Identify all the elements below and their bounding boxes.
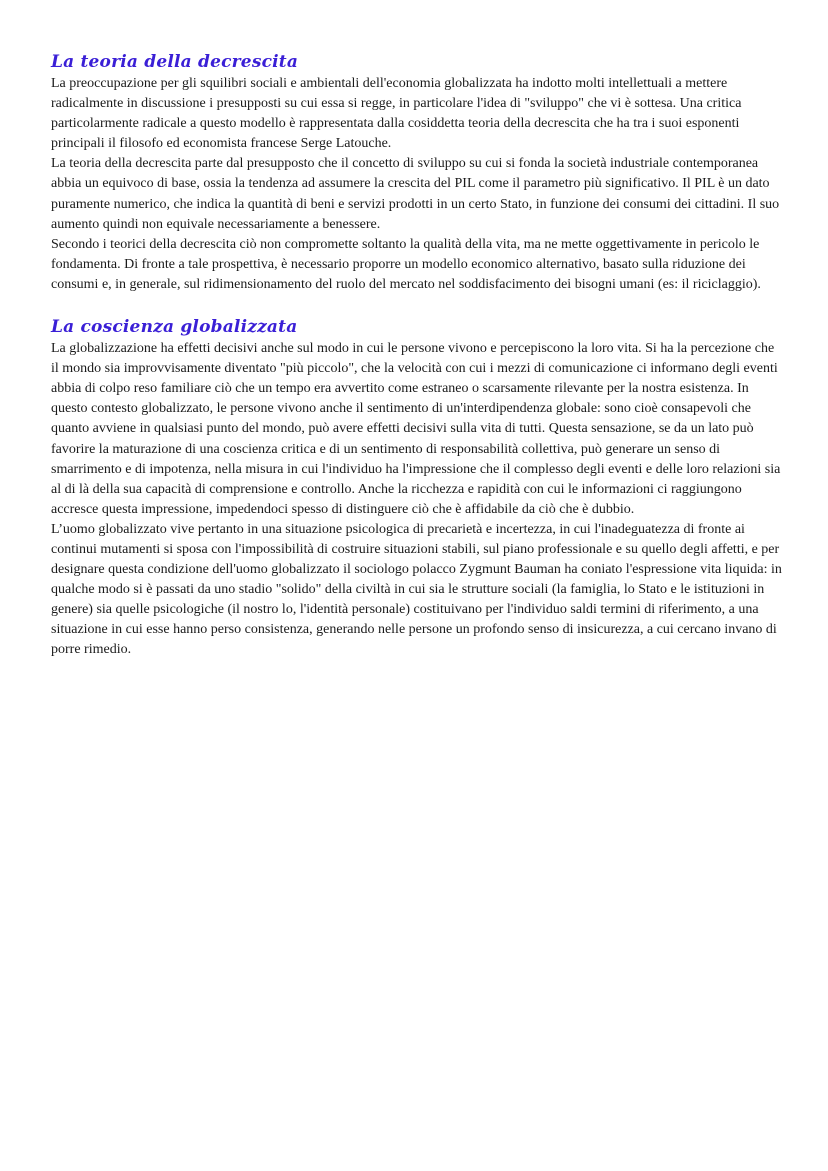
document-page bbox=[51, 50, 783, 661]
section-title: La coscienza globalizzata bbox=[51, 317, 298, 338]
section-coscienza bbox=[51, 315, 783, 661]
paragraph: L’uomo globalizzato vive pertanto in una situazione psicologica di precarietà e incertezza, in cui l'inadeguatezza di fronte ai continui mutamenti si sposa con l'impossibilità di costruire situazioni stabili, sul piano professionale e su quello degli affetti, e per designare questa condizione dell'uomo globalizzato il sociologo polacco Zygmunt Bauman ha coniato l'espressione vita liquida: in qualche modo si è passati da uno stadio "solido" della civiltà in cui sia le strutture sociali (la famiglia, lo Stato e le istituzioni in genere) sia quelle psicologiche (il nostro lo, l'identità personale) costituivano per l'individuo saldi termini di riferimento, a una situazione in cui esse hanno perso consistenza, generando nelle persone un profondo senso di insicurezza, a cui cercano invano di porre rimedio. bbox=[51, 521, 782, 658]
paragraph: La teoria della decrescita parte dal presupposto che il concetto di sviluppo su cui si fonda la società industriale contemporanea abbia un equivoco di base, ossia la tendenza ad assumere la crescita del PIL come il parametro più significativo. Il PIL è un dato puramente numerico, che indica la quantità di beni e servizi prodotti in un certo Stato, in funzione dei consumi dei cittadini. Il suo aumento quindi non equivale necessariamente a benessere. bbox=[51, 156, 780, 232]
section-spacer bbox=[51, 295, 783, 315]
section-title: La teoria della decrescita bbox=[51, 52, 299, 72]
section-decrescita bbox=[51, 50, 783, 295]
paragraph: Secondo i teorici della decrescita ciò non compromette soltanto la qualità della vita, ma ne mette oggettivamente in pericolo le fondamenta. Di fronte a tale prospettiva, è necessario proporre un modello economico alternativo, basato sulla riduzione dei consumi e, in generale, sul ridimensionamento del ruolo del mercato nel soddisfacimento dei bisogni umani (es: il riciclaggio). bbox=[51, 236, 761, 292]
paragraph: La preoccupazione per gli squilibri sociali e ambientali dell'economia globalizzata ha indotto molti intellettuali a mettere radicalmente in discussione i presupposti su cui essa si regge, in particolare l'idea di "sviluppo" che vi è sottesa. Una critica particolarmente radicale a questo modello è rappresentata dalla cosiddetta teoria della decrescita che ha tra i suoi esponenti principali il filosofo ed economista francese Serge Latouche. bbox=[51, 76, 742, 152]
paragraph: La globalizzazione ha effetti decisivi anche sul modo in cui le persone vivono e percepiscono la loro vita. Si ha la percezione che il mondo sia improvvisamente diventato "più piccolo", che la velocità con cui i mezzi di comunicazione ci informano degli eventi abbia di colpo reso familiare ciò che un tempo era avvertito come estraneo o scarsamente rilevante per la nostra esistenza. In questo contesto globalizzato, le persone vivono anche il sentimento di un'interdipendenza globale: sono cioè consapevoli che quanto avviene in qualsiasi punto del mondo, può avere effetti decisivi sulla vita di tutti. Questa sensazione, se da un lato può favorire la maturazione di una coscienza critica e di un sentimento di responsabilità collettiva, può generare un senso di smarrimento e di impotenza, nella misura in cui l'individuo ha l'impressione che il complesso degli eventi e delle loro relazioni sia al di là della sua capacità di comprensione e controllo. Anche la ricchezza e rapidità con cui le informazioni ci raggiungono accresce questa impressione, impedendoci spesso di distinguere ciò che è affidabile da ciò che è dubbio. bbox=[51, 341, 781, 517]
